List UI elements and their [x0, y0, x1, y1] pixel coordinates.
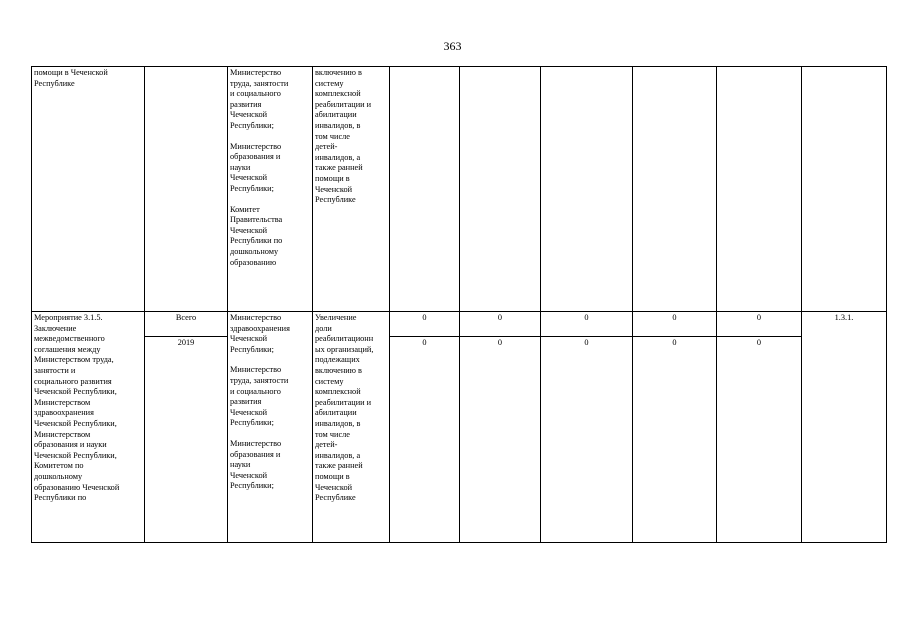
- value-cell: [541, 67, 633, 312]
- value-cell: 0: [633, 312, 717, 337]
- executor-text: Министерство здравоохранения Чеченской Республики;: [230, 313, 290, 354]
- link-cell: [802, 67, 887, 312]
- value-cell: 0: [460, 312, 541, 337]
- executor-text: Комитет Правительства Чеченской Республики по дошкольному образованию: [230, 204, 283, 267]
- executor-text: Министерство труда, занятости и социального развития Чеченской Республики;: [230, 68, 289, 130]
- executors-cell: [228, 67, 313, 312]
- executor-text: Министерство труда, занятости и социального развития Чеченской Республики;: [230, 365, 289, 428]
- value-cell: 0: [541, 312, 633, 337]
- link-cell: 1.3.1.: [802, 312, 887, 543]
- event-cell: Мероприятие 3.1.5. Заключение межведомственного соглашения между Министерством труда, занятости и социального развития Чеченской Республики, Министерством здравоохранения Чеченской Республики, Министерством образования и науки Чеченской Республики, Комитетом по дошкольному образованию Чеченской Республики по: [32, 312, 145, 543]
- indicator-cell: Увеличение доли реабилитационн ых организаций, подлежащих включению в систему комплексной реабилитации и абилитации инвалидов, в том числе детей- инвалидов, а также ранней помощи в Чеченской Республике: [313, 312, 390, 543]
- value-cell: [460, 67, 541, 312]
- program-table: [31, 66, 887, 543]
- value-cell: 0: [633, 337, 717, 543]
- event-cell: помощи в Чеченской Республике: [32, 67, 145, 312]
- table-row: [32, 67, 887, 312]
- table-row: [32, 337, 887, 543]
- value-cell: 0: [390, 312, 460, 337]
- indicator-cell: включению в систему комплексной реабилитации и абилитации инвалидов, в том числе детей- инвалидов, а также ранней помощи в Чеченской Республике: [313, 67, 390, 312]
- table-row: [32, 312, 887, 337]
- executor-text: Министерство образования и науки Чеченской Республики;: [230, 438, 282, 491]
- funding-cell: [145, 67, 228, 312]
- value-cell: [717, 67, 802, 312]
- value-cell: 0: [390, 337, 460, 543]
- value-cell: 0: [460, 337, 541, 543]
- value-cell: [633, 67, 717, 312]
- value-cell: [390, 67, 460, 312]
- executor-text: Министерство образования и науки Чеченской Республики;: [230, 141, 282, 193]
- executors-cell: [228, 312, 313, 543]
- page-number: 363: [443, 39, 462, 53]
- value-cell: 0: [717, 337, 802, 543]
- funding-total-cell: Всего: [145, 312, 228, 337]
- funding-year-cell: 2019: [145, 337, 228, 543]
- value-cell: 0: [541, 337, 633, 543]
- value-cell: 0: [717, 312, 802, 337]
